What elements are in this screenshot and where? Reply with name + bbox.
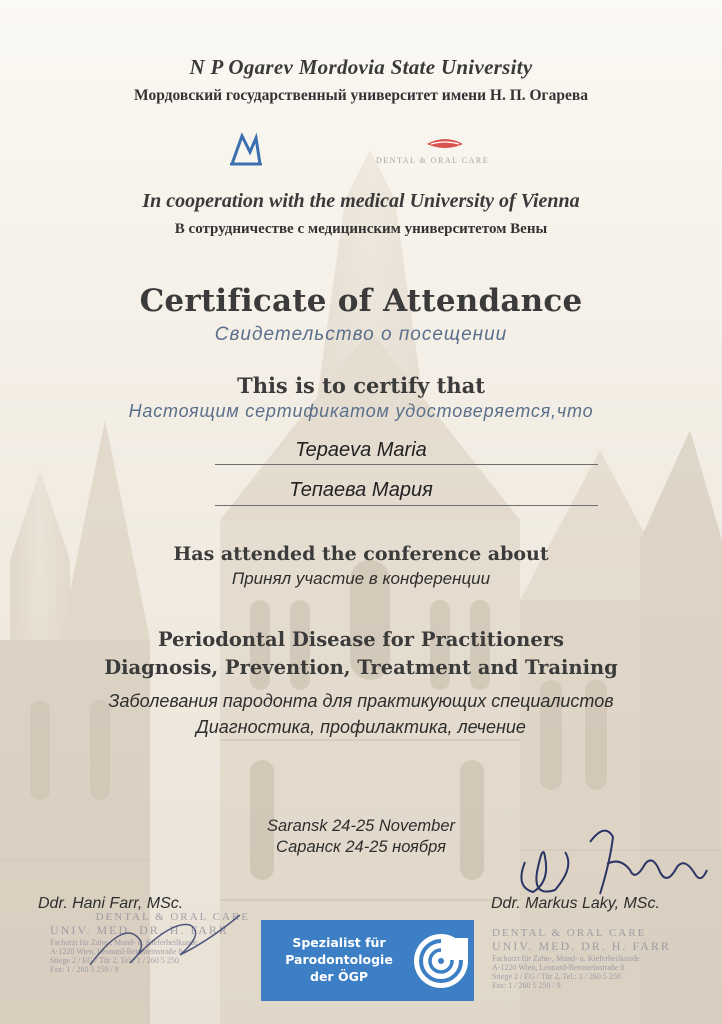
stamp-left-line3: Facharzt für Zahn-, Mund- u. Kieferheilkunde <box>50 938 198 947</box>
attended-ru: Принял участие в конференции <box>231 569 491 588</box>
name-underline-en <box>215 464 598 465</box>
stamp-left-line4: A-1220 Wien, Leonard-Bernsteinstraße 8 <box>50 947 183 956</box>
stamp-right-line1: DENTAL & ORAL CARE <box>492 927 647 939</box>
stamp-left-line1: DENTAL & ORAL CARE <box>95 911 250 923</box>
university-name-en: N P Ogarev Mordovia State University <box>189 55 533 79</box>
stamp-right <box>492 927 714 990</box>
university-name-ru: Мордовский государственный университет имени Н. П. Огарева <box>134 87 588 104</box>
signature-left <box>80 905 250 975</box>
badge-line3: der ÖGP <box>310 969 368 984</box>
stamp-right-line6: Fax: 1 / 260 5 250 / 9 <box>492 981 561 990</box>
place-date-ru: Саранск 24-25 ноября <box>276 838 446 856</box>
certify-en: This is to certify that <box>237 373 485 398</box>
partner-logo-caption: DENTAL & ORAL CARE <box>376 156 490 165</box>
cooperation-ru: В сотрудничестве с медицинским университетом Вены <box>174 221 548 237</box>
stamp-right-line3: Facharzt für Zahn-, Mund- u. Kieferheilkunde <box>492 954 640 963</box>
stamp-right-line2: UNIV. MED. DR. H. FARR <box>492 939 671 953</box>
topic-ru-line1: Заболевания пародонта для практикующих специалистов <box>108 691 614 711</box>
attended-en: Has attended the conference about <box>173 543 549 565</box>
name-underline-ru <box>215 505 598 506</box>
place-date-en: Saransk 24-25 November <box>266 817 455 835</box>
cooperation-en: In cooperation with the medical University of Vienna <box>142 190 580 212</box>
recipient-name-en: Tepaeva Maria <box>295 439 427 461</box>
ogp-specialist-badge <box>261 920 474 1001</box>
certify-ru: Настоящим сертификатом удостоверяется,что <box>128 401 594 421</box>
recipient-name-ru: Тепаева Мария <box>289 479 433 501</box>
badge-line2: Parodontologie <box>285 952 393 967</box>
certificate-title-ru: Свидетельство о посещении <box>214 324 508 345</box>
ogp-logo-icon <box>411 928 471 994</box>
badge-line1: Spezialist für <box>292 935 386 950</box>
stamp-left-line6: Fax: 1 / 260 5 250 / 9 <box>50 965 119 974</box>
stamp-left-line5: Stiege 2 / EG / Tür 2, Tel.: 1 / 260 5 250 <box>50 956 179 965</box>
topic-en-line1: Periodontal Disease for Practitioners <box>158 628 564 651</box>
stamp-left-line2: UNIV. MED. DR. H. FARR <box>50 923 229 937</box>
topic-ru-line2: Диагностика, профилактика, лечение <box>196 717 526 737</box>
university-logo-icon <box>228 130 264 166</box>
stamp-right-line5: Stiege 2 / EG / Tür 2, Tel.: 1 / 260 5 250 <box>492 972 621 981</box>
stamp-right-line4: A-1220 Wien, Leonard-Bernsteinstraße 8 <box>492 963 625 972</box>
signatory-right: Ddr. Markus Laky, MSc. <box>491 895 660 912</box>
signatory-left: Ddr. Hani Farr, MSc. <box>38 895 184 912</box>
dental-oral-care-logo-icon <box>425 136 465 152</box>
certificate-title-en: Certificate of Attendance <box>139 283 583 319</box>
topic-en-line2: Diagnosis, Prevention, Treatment and Training <box>104 656 618 679</box>
